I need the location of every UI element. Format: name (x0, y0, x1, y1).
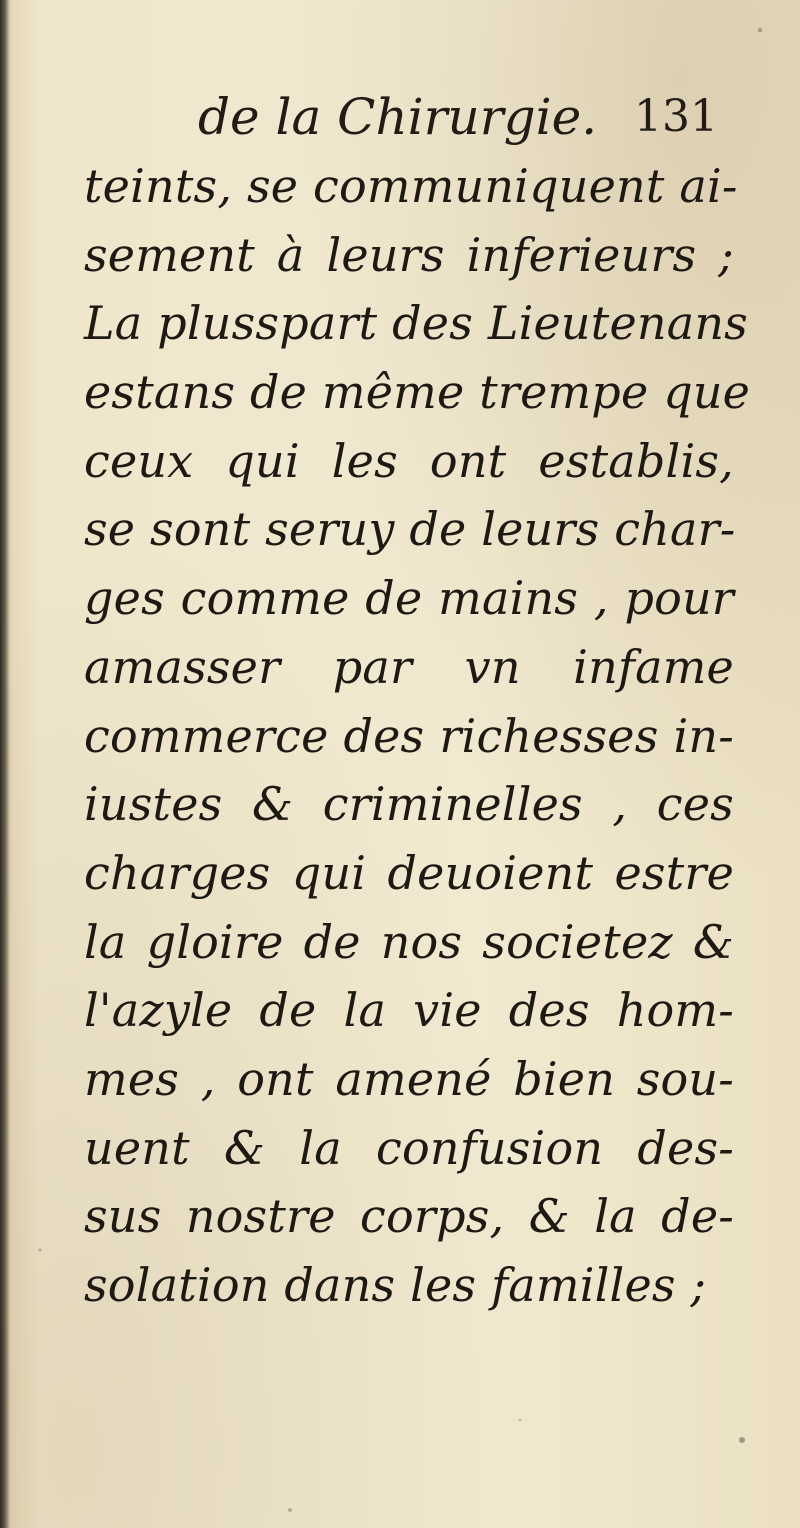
text-line: teints, se communiquent ai- (84, 159, 738, 213)
text-line: uent & la confusion des- (84, 1120, 734, 1175)
text-line: l'azyle de la vie des hom- (84, 983, 734, 1038)
body-text (84, 152, 751, 1320)
text-line: solation dans les familles ; (84, 1258, 707, 1312)
binding-gutter (0, 0, 10, 1528)
text-line: commerce des richesses in- (84, 708, 734, 763)
text-line: sement à leurs inferieurs ; (84, 227, 734, 282)
page-number: 131 (634, 91, 718, 142)
text-line: charges qui deuoient estre (84, 845, 734, 900)
text-line: ceux qui les ont establis, (84, 433, 734, 488)
text-line: estans de même trempe que (84, 365, 751, 420)
text-line: amasser par vn infame (84, 639, 734, 694)
text-line: La plusspart des Lieutenans (84, 296, 748, 351)
text-line: la gloire de nos societez & (84, 914, 734, 969)
text-line: se sont seruy de leurs char- (84, 502, 736, 557)
text-line: mes , ont amené bien sou- (84, 1051, 734, 1106)
running-head-title: de la Chirurgie. (198, 88, 598, 146)
text-line: sus nostre corps, & la de- (84, 1189, 734, 1244)
running-head (0, 82, 800, 152)
text-line: ges comme de mains , pour (84, 571, 734, 626)
text-line: iustes & criminelles , ces (84, 777, 734, 832)
